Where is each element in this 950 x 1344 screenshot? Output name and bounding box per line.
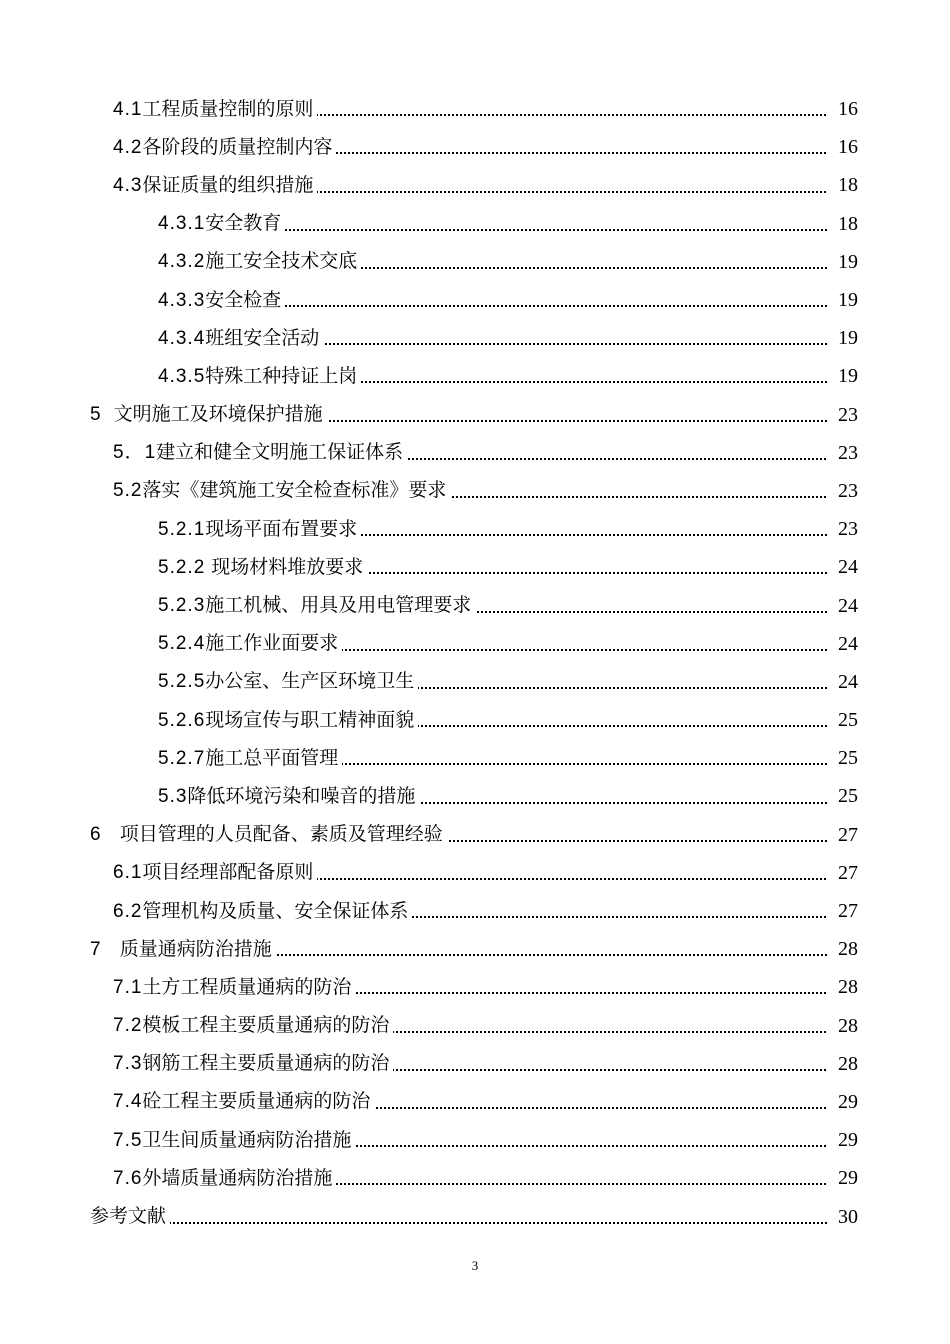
toc-entry-label [113, 899, 412, 922]
toc-entry-number: 5.2.3 [158, 595, 206, 617]
toc-entry-label [113, 1092, 374, 1111]
toc-entry-title: 施工机械、用具及用电管理要求 [205, 594, 472, 617]
toc-entry[interactable] [0, 701, 950, 739]
toc-entry-page: 28 [828, 939, 858, 959]
toc-entry-number: 5.2.5 [158, 671, 206, 693]
toc-entry-title: 外墙质量通病防治措施 [142, 1166, 333, 1189]
toc-entry[interactable] [0, 1083, 950, 1121]
toc-entry-number: 5.2 [113, 480, 143, 502]
toc-entry-title: 质量通病防治措施 [101, 937, 272, 960]
toc-entry[interactable] [0, 1159, 950, 1197]
toc-entry-label [113, 481, 450, 500]
toc-entry-number: 7.5 [113, 1129, 143, 1151]
toc-entry[interactable] [0, 625, 950, 663]
toc-entry-page: 19 [828, 290, 858, 310]
toc-entry[interactable] [0, 396, 950, 434]
toc-entry-page: 28 [828, 1054, 858, 1074]
toc-entry-number: 5.2.4 [158, 633, 206, 655]
toc-entry[interactable] [0, 930, 950, 968]
toc-entry-title: 各阶段的质量控制内容 [142, 135, 333, 158]
toc-entry-page: 23 [828, 443, 858, 463]
toc-entry-label [90, 1207, 170, 1226]
toc-entry-number: 7.6 [113, 1167, 143, 1189]
toc-entry-label [158, 708, 418, 731]
toc-entry-label [158, 364, 361, 387]
toc-entry[interactable] [0, 854, 950, 892]
toc-entry-number: 7 [90, 938, 102, 960]
toc-entry-label [158, 672, 418, 691]
toc-entry-page: 19 [828, 366, 858, 386]
toc-entry-title: 项目经理部配备原则 [142, 861, 314, 884]
toc-entry[interactable] [0, 357, 950, 395]
toc-entry-number: 7.2 [113, 1015, 143, 1037]
toc-entry[interactable] [0, 1197, 950, 1235]
toc-entry[interactable] [0, 90, 950, 128]
toc-entry-number: 5 [90, 404, 102, 426]
toc-entry[interactable] [0, 816, 950, 854]
toc-entry-label [158, 634, 342, 653]
toc-entry-title: 钢筋工程主要质量通病的防治 [142, 1052, 390, 1075]
toc-entry-number: 6 [90, 824, 102, 846]
toc-entry-page: 24 [828, 672, 858, 692]
toc-entry[interactable] [0, 1121, 950, 1159]
toc-entry-number: 4.2 [113, 136, 143, 158]
dot-leader [90, 1220, 858, 1224]
toc-entry-page: 18 [828, 214, 858, 234]
toc-entry-number: 4.3.5 [158, 365, 206, 387]
toc-entry-title: 安全教育 [205, 212, 282, 235]
toc-entry-page: 23 [828, 405, 858, 425]
toc-entry-title: 砼工程主要质量通病的防治 [142, 1090, 371, 1113]
toc-entry-number: 4.3 [113, 174, 143, 196]
toc-entry-title: 参考文献 [90, 1205, 167, 1228]
toc-entry-number: 5.2.1 [158, 518, 206, 540]
toc-entry-label [90, 405, 327, 424]
toc-entry-title: 项目管理的人员配备、素质及管理经验 [101, 823, 443, 846]
toc-entry-title: 工程质量控制的原则 [142, 97, 314, 120]
toc-entry-label [113, 975, 355, 998]
toc-entry[interactable] [0, 777, 950, 815]
toc-entry-label [113, 863, 317, 882]
toc-entry-label [113, 97, 317, 120]
toc-entry-title: 现场宣传与职工精神面貌 [205, 708, 415, 731]
toc-entry-page: 16 [828, 99, 858, 119]
toc-entry-title: 土方工程质量通病的防治 [142, 975, 352, 998]
toc-entry-label [158, 784, 419, 807]
toc-entry[interactable] [0, 1045, 950, 1083]
toc-entry[interactable] [0, 205, 950, 243]
toc-entry[interactable] [0, 586, 950, 624]
toc-entry-number: 5.3 [158, 785, 188, 807]
toc-entry-page: 23 [828, 519, 858, 539]
toc-entry-page: 19 [828, 252, 858, 272]
toc-entry-title: 降低环境污染和噪音的措施 [187, 784, 416, 807]
toc-entry-title: 现场材料堆放要求 [205, 555, 364, 578]
toc-entry-page: 24 [828, 557, 858, 577]
toc-entry-title: 班组安全活动 [205, 326, 320, 349]
toc-entry[interactable] [0, 739, 950, 777]
toc-entry-page: 27 [828, 901, 858, 921]
toc-entry-title: 施工总平面管理 [205, 746, 339, 769]
toc-entry-label [113, 1166, 336, 1189]
toc-entry-title: 落实《建筑施工安全检查标准》要求 [142, 479, 447, 502]
toc-entry-label [90, 825, 447, 844]
toc-entry-number: 7.1 [113, 976, 143, 998]
toc-entry-number: 7.3 [113, 1053, 143, 1075]
toc-entry-number: 7.4 [113, 1091, 143, 1113]
page-number: 3 [471, 1258, 479, 1273]
toc-entry-number: 6.2 [113, 900, 143, 922]
toc-entry-number: 5.2.7 [158, 747, 206, 769]
toc-entry[interactable] [0, 892, 950, 930]
toc-entry[interactable] [0, 166, 950, 204]
toc-entry-title: 办公室、生产区环境卫生 [205, 670, 415, 693]
toc-entry-page: 24 [828, 596, 858, 616]
toc-entry-label [113, 1054, 393, 1073]
toc-entry-number: 5．1 [113, 442, 157, 464]
toc-entry-title: 现场平面布置要求 [205, 517, 358, 540]
toc-entry-label [158, 596, 475, 615]
toc-entry-label [113, 173, 317, 196]
toc-entry-page: 19 [828, 328, 858, 348]
toc-entry-page: 27 [828, 863, 858, 883]
toc-entry-label [158, 555, 367, 578]
toc-entry-page: 25 [828, 710, 858, 730]
toc-entry-page: 29 [828, 1130, 858, 1150]
toc-entry[interactable] [0, 663, 950, 701]
toc-entry[interactable] [0, 968, 950, 1006]
toc-entry-page: 18 [828, 175, 858, 195]
toc-entry[interactable] [0, 472, 950, 510]
toc-entry[interactable] [0, 243, 950, 281]
toc-entry-title: 安全检查 [205, 288, 282, 311]
toc-entry-title: 施工安全技术交底 [205, 250, 358, 273]
toc-entry[interactable] [0, 510, 950, 548]
toc-entry-page: 23 [828, 481, 858, 501]
toc-entry-title: 建立和健全文明施工保证体系 [156, 441, 404, 464]
toc-entry-label [158, 252, 361, 271]
toc-entry[interactable] [0, 548, 950, 586]
toc-entry-page: 24 [828, 634, 858, 654]
toc-entry-label [158, 214, 285, 233]
toc-entry-title: 模板工程主要质量通病的防治 [142, 1014, 390, 1037]
toc-entry-page: 29 [828, 1168, 858, 1188]
toc-entry-label [113, 1128, 355, 1151]
toc-entry-number: 6.1 [113, 862, 143, 884]
table-of-contents [0, 90, 950, 1236]
toc-entry-number: 4.3.3 [158, 289, 206, 311]
toc-entry[interactable] [0, 128, 950, 166]
toc-entry-number: 5.2.6 [158, 709, 206, 731]
toc-entry-page: 29 [828, 1092, 858, 1112]
toc-entry-page: 28 [828, 977, 858, 997]
toc-entry-page: 28 [828, 1016, 858, 1036]
toc-entry-label [158, 288, 285, 311]
toc-entry-title: 管理机构及质量、安全保证体系 [142, 899, 409, 922]
toc-entry-label [158, 517, 361, 540]
toc-entry-label [113, 135, 336, 158]
toc-entry-title: 保证质量的组织措施 [142, 173, 314, 196]
toc-entry-label [113, 1016, 393, 1035]
toc-entry-title: 文明施工及环境保护措施 [101, 403, 323, 426]
toc-entry[interactable] [0, 434, 950, 472]
toc-entry-number: 4.3.4 [158, 327, 206, 349]
toc-entry[interactable] [0, 281, 950, 319]
toc-entry-number: 4.3.2 [158, 251, 206, 273]
toc-entry-number: 5.2.2 [158, 556, 206, 578]
toc-entry-label [158, 746, 342, 769]
toc-entry-page: 30 [828, 1207, 858, 1227]
toc-entry-page: 25 [828, 748, 858, 768]
toc-entry-page: 27 [828, 825, 858, 845]
toc-entry-label [90, 937, 276, 960]
toc-entry-page: 16 [828, 137, 858, 157]
toc-entry-number: 4.3.1 [158, 213, 206, 235]
toc-entry-number: 4.1 [113, 98, 143, 120]
toc-entry-title: 卫生间质量通病防治措施 [142, 1128, 352, 1151]
toc-entry-label [113, 443, 407, 462]
toc-entry-label [158, 326, 323, 349]
toc-entry-page: 25 [828, 786, 858, 806]
toc-entry-title: 特殊工种持证上岗 [205, 364, 358, 387]
toc-entry[interactable] [0, 1007, 950, 1045]
toc-entry[interactable] [0, 319, 950, 357]
toc-entry-title: 施工作业面要求 [205, 632, 339, 655]
